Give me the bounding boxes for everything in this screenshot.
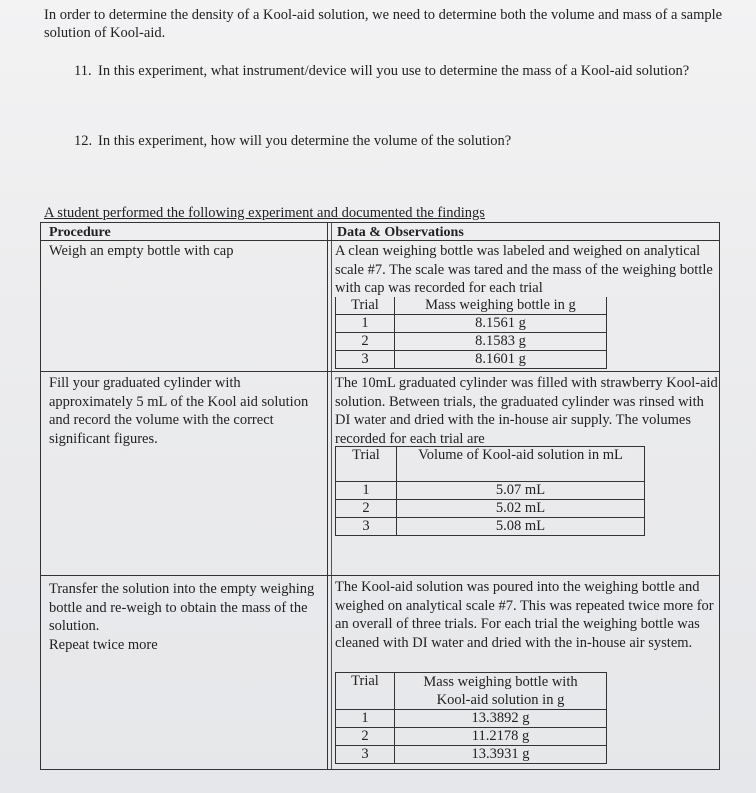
- table-row: [336, 333, 607, 351]
- value-cell: 8.1561 g: [395, 315, 607, 333]
- table-row: [336, 447, 645, 482]
- col-trial-header: Trial: [336, 297, 395, 315]
- col-trial-header: Trial: [336, 673, 395, 710]
- observation-1: A clean weighing bottle was labeled and weighed on analytical scale #7. The scale was tared and the mass of the weighing bottle with cap was recorded for each trial: [335, 243, 713, 296]
- trial-cell: 3: [336, 518, 397, 536]
- value-cell: 5.07 mL: [397, 482, 645, 500]
- value-cell: 11.2178 g: [395, 728, 607, 746]
- header-procedure: Procedure: [49, 225, 111, 240]
- col-mass-header: Mass weighing bottle in g: [395, 297, 607, 315]
- header-line: Kool-aid solution in g: [436, 692, 565, 708]
- question-number: 12.: [74, 133, 93, 149]
- column-divider: [331, 223, 332, 769]
- header-line: Mass weighing bottle with: [423, 674, 578, 690]
- value-cell: 13.3892 g: [395, 710, 607, 728]
- col-mass-solution-header: [395, 673, 607, 710]
- question-number: 11.: [74, 63, 92, 79]
- procedure-step-3: [49, 580, 319, 654]
- question-text: In this experiment, what instrument/device will you use to determine the mass of a Kool-aid solution?: [98, 63, 690, 79]
- value-cell: 5.08 mL: [397, 518, 645, 536]
- question-text: In this experiment, how will you determine the volume of the solution?: [98, 133, 512, 149]
- row-divider: [41, 575, 719, 576]
- trial-cell: 2: [336, 500, 397, 518]
- trial-cell: 1: [336, 710, 395, 728]
- value-cell: 8.1601 g: [395, 351, 607, 369]
- procedure-step-1: Weigh an empty bottle with cap: [49, 243, 234, 259]
- value-cell: 8.1583 g: [395, 333, 607, 351]
- table-row: [336, 746, 607, 764]
- observation-2: The 10mL graduated cylinder was filled with strawberry Kool-aid solution. Between trials, the graduated cylinder was rinsed with DI water and dried with the in-house air supply. The volumes recorded for each trial are: [335, 375, 718, 447]
- trial-cell: 1: [336, 482, 397, 500]
- value-cell: 5.02 mL: [397, 500, 645, 518]
- mass-solution-table: [335, 672, 607, 764]
- table-row: [336, 351, 607, 369]
- column-divider: [327, 223, 328, 769]
- trial-cell: 2: [336, 333, 395, 351]
- trial-cell: 1: [336, 315, 395, 333]
- table-row: [336, 297, 607, 315]
- trial-cell: 2: [336, 728, 395, 746]
- trial-cell: 3: [336, 746, 395, 764]
- table-row: [336, 728, 607, 746]
- experiment-table: [40, 222, 720, 770]
- procedure-step-2: Fill your graduated cylinder with approximately 5 mL of the Kool aid solution and record the volume with the correct significant figures.: [49, 375, 309, 447]
- col-trial-header: Trial: [336, 447, 397, 482]
- volume-table: [335, 446, 645, 536]
- table-row: [336, 673, 607, 710]
- header-data: Data & Observations: [337, 225, 464, 240]
- mass-bottle-table: [335, 297, 607, 369]
- observation-3: The Kool-aid solution was poured into the weighing bottle and weighed on analytical scale #7. This was repeated twice more for an overall of three trials. For each trial the weighing bottle was cleaned with DI water and dried with the in-house air system.: [335, 579, 714, 651]
- table-row: [336, 482, 645, 500]
- table-caption: A student performed the following experiment and documented the findings: [44, 205, 485, 221]
- value-cell: 13.3931 g: [395, 746, 607, 764]
- procedure-text: Transfer the solution into the empty weighing bottle and re-weigh to obtain the mass of the solution.: [49, 581, 315, 634]
- table-row: [336, 315, 607, 333]
- row-divider: [41, 371, 719, 372]
- header-divider: [41, 240, 719, 241]
- col-volume-header: Volume of Kool-aid solution in mL: [397, 447, 645, 482]
- trial-cell: 3: [336, 351, 395, 369]
- intro-paragraph: In order to determine the density of a Kool-aid solution, we need to determine both the volume and mass of a sample solution of Kool-aid.: [44, 7, 723, 41]
- table-row: [336, 710, 607, 728]
- table-row: [336, 518, 645, 536]
- table-row: [336, 500, 645, 518]
- procedure-extra: Repeat twice more: [49, 636, 158, 653]
